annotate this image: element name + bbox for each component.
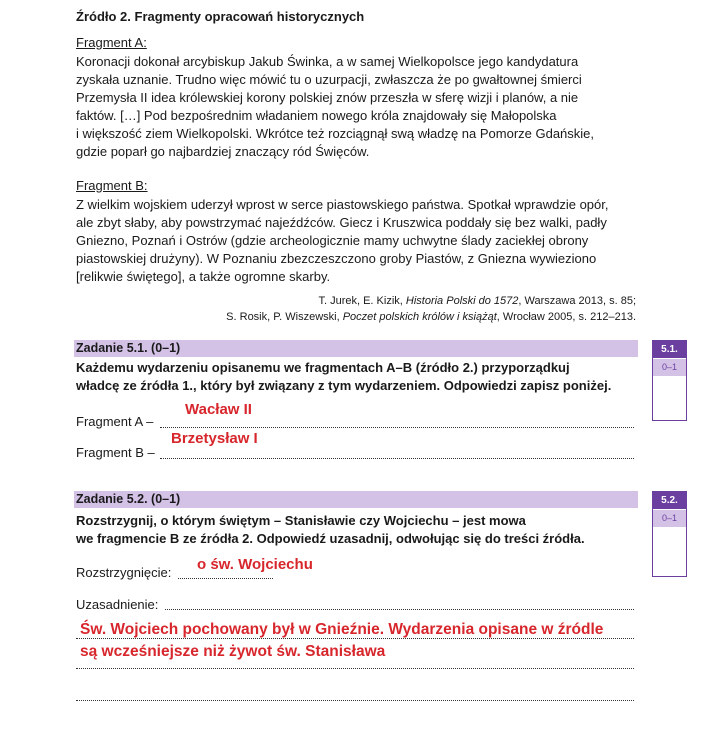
fragment-b-answer-label: Fragment B – [76,445,155,460]
citation-2: S. Rosik, P. Wiszewski, Poczet polskich królów i książąt, Wrocław 2005, s. 212–213. [226,311,636,323]
task-5-2-header-bar [74,491,638,508]
fragment-b-line: ale zbyt słaby, aby powstrzymać najeźdźców. Giecz i Kruszwica poddały się bez walki, padły [76,215,607,230]
score-range: 0–1 [653,509,686,527]
task-5-2-instruction: Rozstrzygnij, o którym świętym – Stanisławie czy Wojciechu – jest mowa we fragmencie B ze źródła 2. Odpowiedź uzasadnij, odwołując się do treści źródła. [76,513,585,546]
decision-label: Rozstrzygnięcie: [76,565,172,580]
answer-fragment-a: Wacław II [185,401,252,418]
score-box-5-2 [652,491,687,577]
fragment-b-label: Fragment B: [76,178,148,193]
fragment-a-line: Przemysła II idea królewskiej korony polskiej znów przeszła w sferę wizji i planów, a nie [76,90,579,105]
answer-line-a[interactable] [160,427,634,428]
citation-1: T. Jurek, E. Kizik, Historia Polski do 1572, Warszawa 2013, s. 85; [318,295,636,307]
source-title: Źródło 2. Fragmenty opracowań historycznych [76,9,365,24]
justification-line-4[interactable] [76,700,634,701]
score-range: 0–1 [653,358,686,376]
justification-label: Uzasadnienie: [76,597,159,612]
fragment-a-label: Fragment A: [76,35,147,50]
score-number: 5.1. [653,341,686,358]
answer-line-b[interactable] [160,458,634,459]
justification-line-1[interactable] [165,609,634,610]
fragment-a-answer-label: Fragment A – [76,414,154,429]
fragment-b-line: piastowskiej drużyny). W Poznaniu zbezczeszczono groby Piastów, z Gniezna wywieziono [76,251,597,266]
task-5-2-header: Zadanie 5.2. (0–1) [76,492,181,506]
justification-line-3[interactable] [76,668,634,669]
fragment-a-line: i większość ziem Wielkopolski. Wkrótce też rozciągnął swą władzę na Pomorze Gdańskie, [76,126,595,141]
task-5-1-instruction: Każdemu wydarzeniu opisanemu we fragmentach A–B (źródło 2.) przyporządkuj władcę ze źródła 1., który był związany z tym wydarzeniem. Odpowiedzi zapisz poniżej. [76,360,612,393]
fragment-a-line: zyskała uznanie. Trudno więc mówić tu o uzurpacji, zwłaszcza że po gwałtownej śmierci [76,72,582,87]
decision-answer: o św. Wojciechu [197,556,313,573]
answer-fragment-b: Brzetysław I [171,430,258,447]
justification-line-2[interactable] [76,638,634,639]
task-5-1-header: Zadanie 5.1. (0–1) [76,341,181,355]
fragment-a-text [76,53,646,161]
justification-answer-line-2: są wcześniejsze niż żywot św. Stanisława [80,643,386,660]
decision-line[interactable] [178,578,273,579]
fragment-b-text [76,196,646,286]
score-number: 5.2. [653,492,686,509]
fragment-a-line: gdzie poparł go najbardziej znaczący ród Święców. [76,144,370,159]
fragment-b-line: [relikwie świętego], a także ogromne skarby. [76,269,331,284]
task-5-1-header-bar [74,340,638,357]
score-box-5-1 [652,340,687,421]
score-entry-cell[interactable] [653,527,686,575]
fragment-a-line: Koronacji dokonał arcybiskup Jakub Świnka, a w samej Wielkopolsce jego kandydatura [76,54,579,69]
fragment-b-line: Gniezno, Poznań i Ostrów (gdzie archeologicznie mamy uchwytne ślady zaciekłej obrony [76,233,589,248]
fragment-a-line: faktów. […] Pod bezpośrednim władaniem nowego króla znajdowały się Małopolska [76,108,557,123]
fragment-b-line: Z wielkim wojskiem uderzył wprost w serce piastowskiego państwa. Spotkał wprawdzie opór, [76,197,609,212]
justification-answer-line-1: Św. Wojciech pochowany był w Gnieźnie. Wydarzenia opisane w źródle [80,621,604,638]
score-entry-cell[interactable] [653,376,686,419]
